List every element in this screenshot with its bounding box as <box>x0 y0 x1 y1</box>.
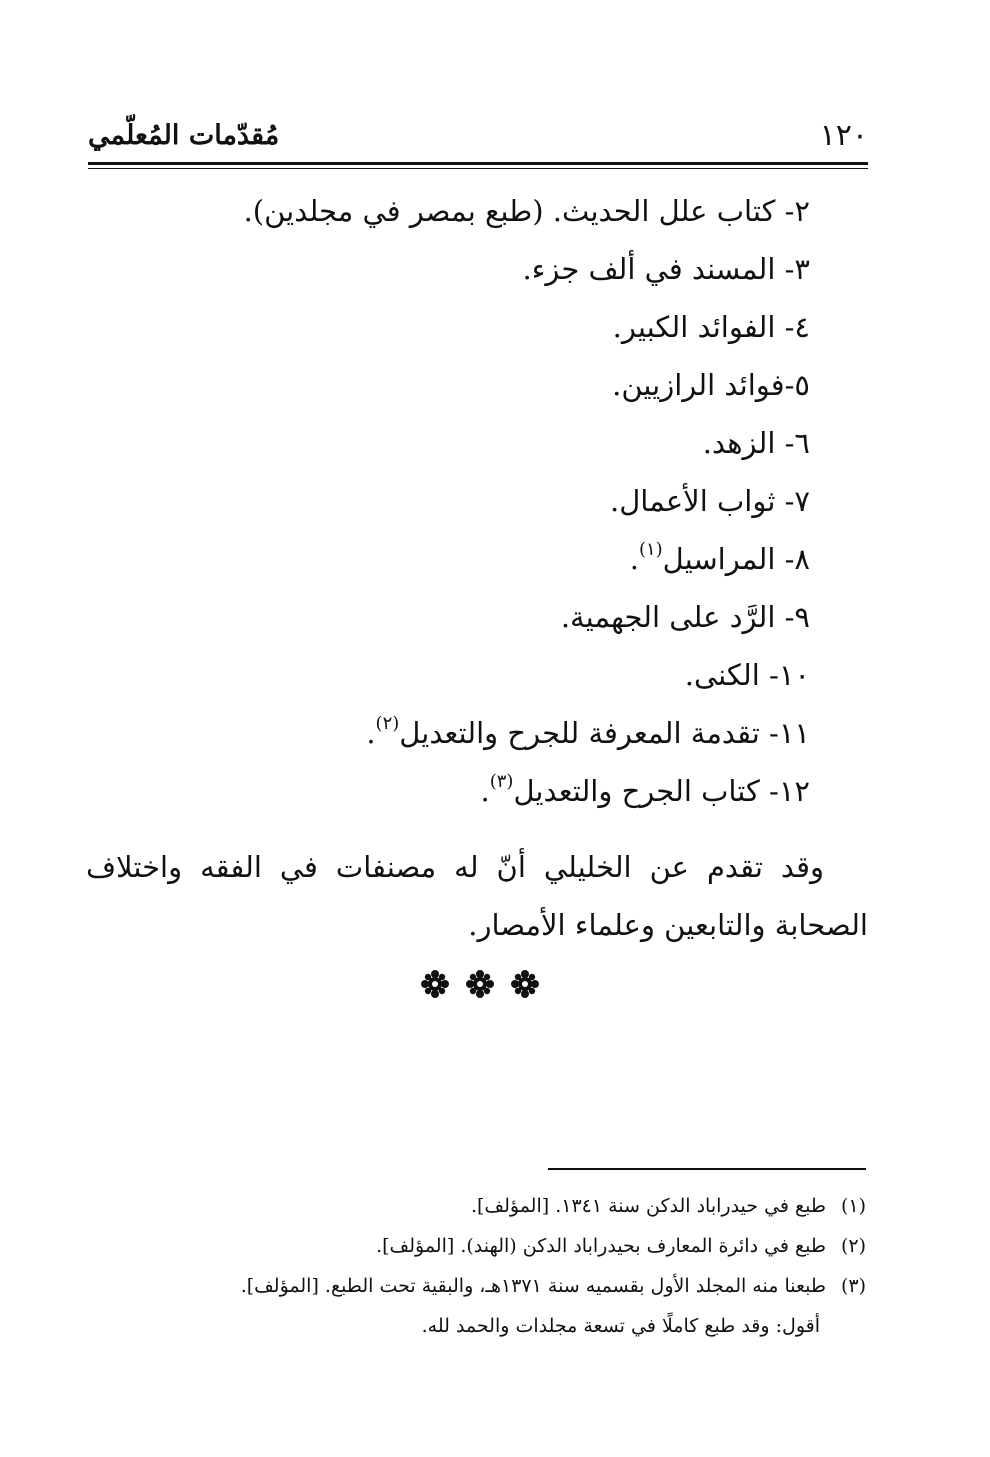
section-divider <box>420 964 540 1004</box>
footnote <box>106 1186 866 1226</box>
footnote-number: (٢) <box>840 1235 866 1257</box>
star-flower-ornament-icon <box>465 969 495 999</box>
footnote-ref[interactable]: (١) <box>638 539 663 560</box>
list-item: ١١- تقدمة المعرفة للجرح والتعديل$^{(٢)}$. <box>366 713 810 750</box>
footnote-rule <box>548 1168 866 1170</box>
footnotes <box>106 1186 866 1346</box>
footnote-text: طبع في دائرة المعارف بحيدراباد الدكن (الهند). [المؤلف]. <box>376 1235 826 1257</box>
page-number: ١٢٠ <box>819 118 868 153</box>
footnote-ref[interactable]: (٢) <box>375 713 400 734</box>
list-item: ٥-فوائد الرازيين. <box>612 368 810 402</box>
footnote-ref[interactable]: (٣) <box>489 771 514 792</box>
footnote-continuation: أقول: وقد طبع كاملًا في تسعة مجلدات والحمد لله. <box>421 1315 820 1337</box>
list-item: ١٢- كتاب الجرح والتعديل$^{(٣)}$. <box>480 771 810 808</box>
list-item: ١٠- الكنى. <box>684 658 810 692</box>
star-flower-ornament-icon <box>510 969 540 999</box>
book-title: مُقدّمات المُعلّمي <box>88 120 280 151</box>
header-rule-thin <box>88 168 868 169</box>
running-header <box>88 112 868 164</box>
header-rule-thick <box>88 162 868 165</box>
footnote-text: طبعنا منه المجلد الأول بقسميه سنة ١٣٧١هـ، والبقية تحت الطبع. [المؤلف]. <box>240 1275 826 1297</box>
list-item: ٣- المسند في ألف جزء. <box>522 252 810 286</box>
body-paragraph: وقد تقدم عن الخليلي أنّ له مصنفات في الفقه واختلاف الصحابة والتابعين وعلماء الأمصار. <box>86 850 868 942</box>
footnote <box>106 1266 866 1306</box>
works-list <box>243 182 810 820</box>
list-item: ٧- ثواب الأعمال. <box>609 484 810 518</box>
list-item: ٨- المراسيل$^{(١)}$. <box>629 539 810 576</box>
list-item: ٢- كتاب علل الحديث. (طبع بمصر في مجلدين). <box>243 194 810 228</box>
list-item: ٦- الزهد. <box>702 426 810 460</box>
star-flower-ornament-icon <box>420 969 450 999</box>
footnote-number: (٣) <box>840 1275 866 1297</box>
footnote-text: طبع في حيدراباد الدكن سنة ١٣٤١. [المؤلف]. <box>470 1195 826 1217</box>
footnote-number: (١) <box>840 1195 866 1217</box>
footnote <box>106 1226 866 1266</box>
list-item: ٩- الرَّد على الجهمية. <box>560 600 810 634</box>
list-item: ٤- الفوائد الكبير. <box>612 310 810 344</box>
